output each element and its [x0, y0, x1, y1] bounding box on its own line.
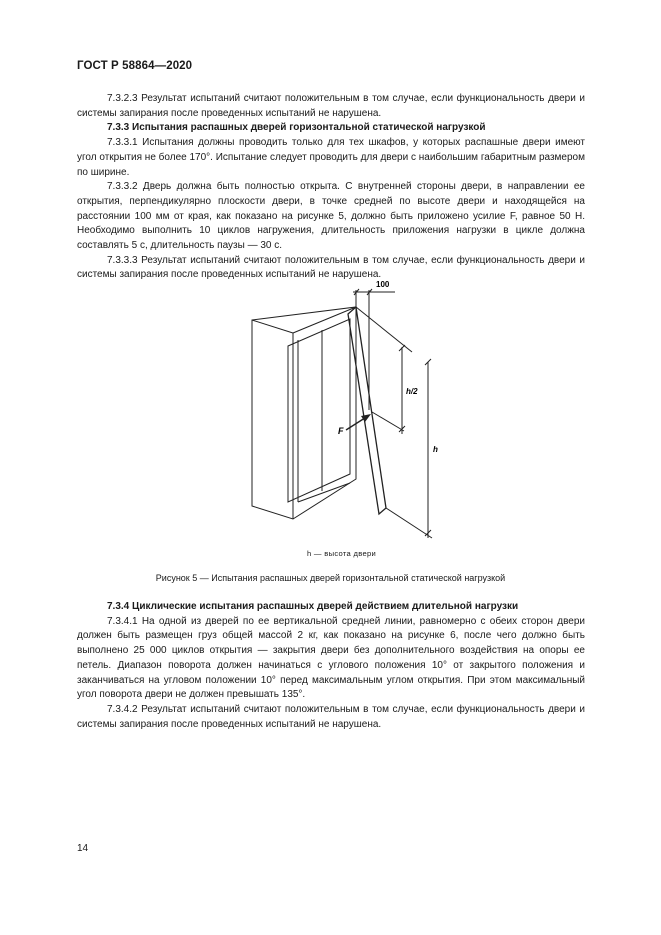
open-door — [348, 307, 386, 514]
text-block-before-figure — [77, 92, 585, 283]
clause-7-3-4-2: 7.3.4.2 Результат испытаний считают положительным в том случае, если функциональность двери и системы запирания после проведенных испытаний не нарушена. — [77, 703, 585, 730]
figure-5-cabinet-door-test — [240, 276, 450, 566]
heading-7-3-3: 7.3.3 Испытания распашных дверей горизонтальной статической нагрузкой — [107, 122, 486, 134]
figure-5-drawing — [240, 276, 450, 566]
force-label: F — [338, 426, 344, 436]
ext-line-bottom — [386, 508, 432, 538]
ext-line-top — [356, 307, 412, 352]
clause-7-3-3-3: 7.3.3.3 Результат испытаний считают положительным в том случае, если функциональность двери и системы запирания после проведенных испытаний не нарушена. — [77, 254, 585, 281]
page-number: 14 — [77, 843, 89, 854]
clause-7-3-3-2: 7.3.3.2 Дверь должна быть полностью открыта. С внутренней стороны двери, в направлении ее открытия, перпендикулярно плоскости двери, в точке средней по высоте двери и находящейся на расстоянии 100 мм от края, как показано на рисунке 5, должно быть приложено усилие F, равное 50 Н. Необходимо выполнить 10 циклов нагружения, длительность приложения нагрузки в цикле должна составлять 5 с, длительность паузы — 30 с. — [77, 181, 585, 252]
force-arrow-head — [361, 414, 371, 422]
figure-caption: Рисунок 5 — Испытания распашных дверей горизонтальной статической нагрузкой — [155, 573, 506, 583]
dim-label-h2: h/2 — [406, 387, 418, 396]
clause-7-3-3-1: 7.3.3.1 Испытания должны проводить только для тех шкафов, у которых распашные двери имеют угол открытия не более 170°. Испытание следует проводить для двери с наибольшим габаритным размером по ширине. — [77, 137, 585, 178]
text-block-after-figure — [77, 600, 585, 732]
clause-7-3-2-3: 7.3.2.3 Результат испытаний считают положительным в том случае, если функциональность двери и системы запирания после проведенных испытаний не нарушена. — [77, 93, 585, 119]
figure-legend: h — высота двери — [307, 549, 377, 558]
cabinet-front-edge — [252, 320, 293, 519]
cabinet-inner-frame — [288, 319, 350, 502]
page-header-standard: ГОСТ Р 58864—2020 — [77, 60, 193, 72]
dim-label-h: h — [433, 445, 438, 454]
clause-7-3-4-1: 7.3.4.1 На одной из дверей по ее вертикальной средней линии, равномерно с обеих сторон двери должен быть размещен груз общей массой 2 кг, как показано на рисунке 6, после чего должно быть выполнено 25 000 циклов открытия — закрытия двери без дополнительного воздействия на опоры ее петель. Диапазон поворота должен начинаться с углового положения 10° от закрытого положения и заканчиваться на угловом положении 10° перед максимальным углом открытия. При этом максимальный угол поворота двери не должен превышать 135°. — [77, 615, 585, 701]
heading-7-3-4: 7.3.4 Циклические испытания распашных дверей действием длительной нагрузки — [107, 601, 519, 612]
ext-line-mid — [372, 412, 404, 431]
dim-label-100: 100 — [376, 280, 390, 289]
